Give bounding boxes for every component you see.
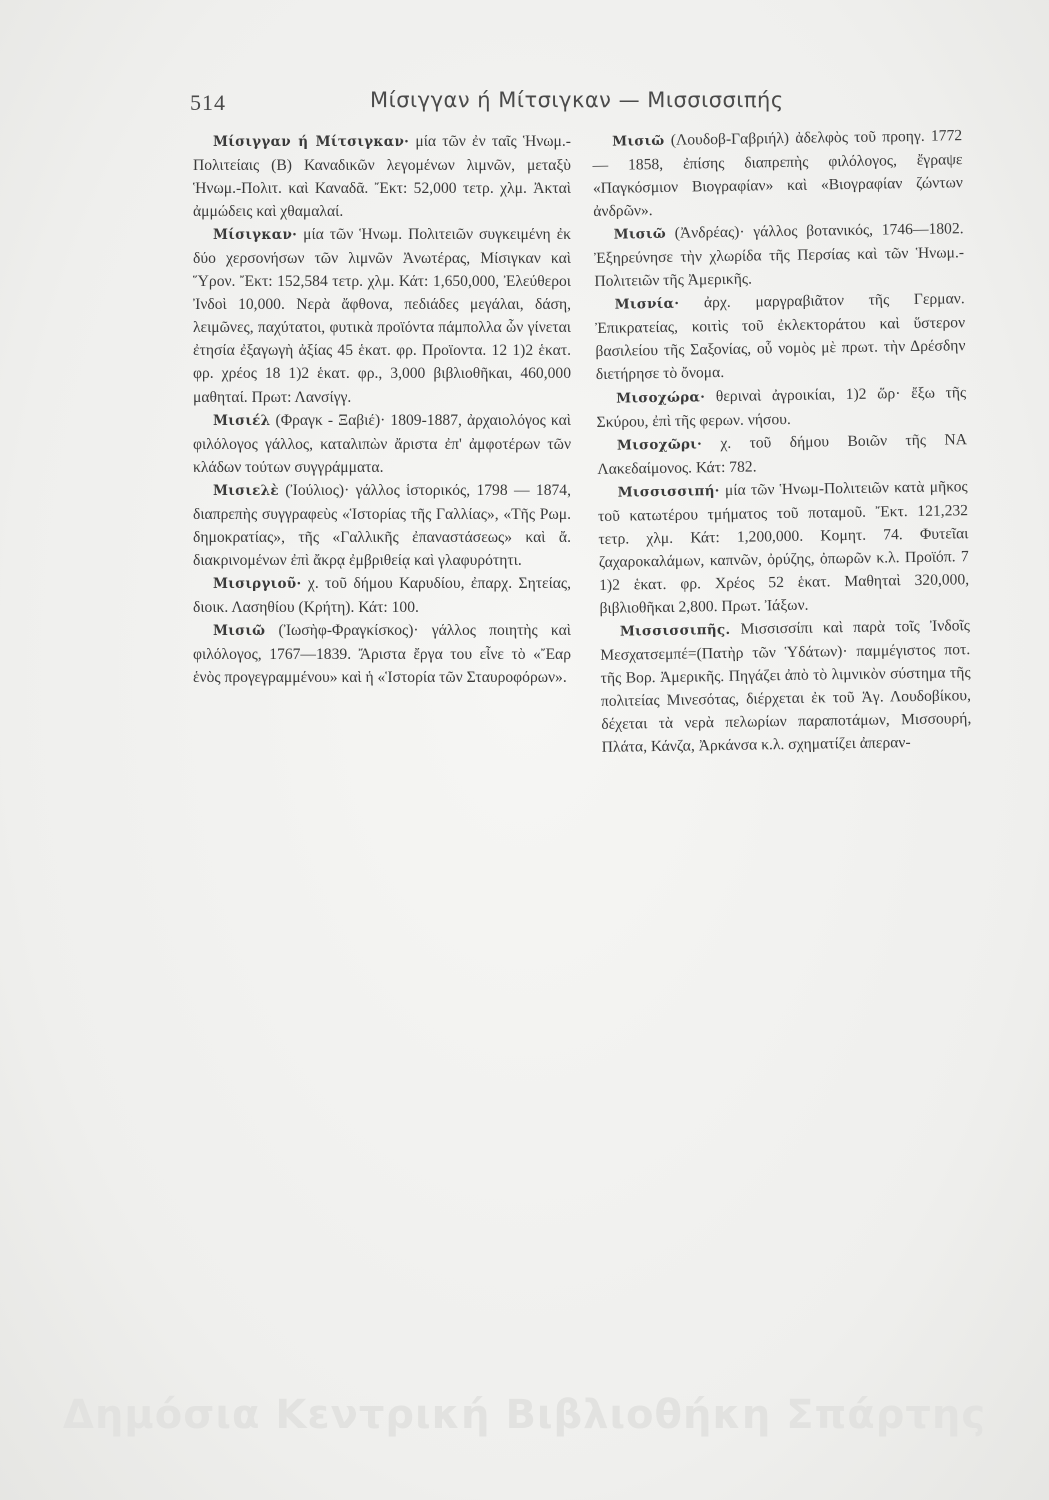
entry-text: (Ἰούλιος)· γάλλος ἱστορικός, 1798 — 1874, διαπρεπὴς συγγραφεὺς «Ἱστορίας τῆς Γαλλίας», «Τῆς Ρωμ. δημοκρατίας», τῆς «Γαλλικῆς ἐπαναστάσεως» καὶ ἄ. διακρινομένων ἐπὶ ἄκρᾳ ἐμβριθείᾳ καὶ γλαφυρότητι.: [193, 481, 571, 569]
library-watermark: Δημόσια Κεντρική Βιβλιοθήκη Σπάρτης: [62, 1392, 987, 1438]
dictionary-entry: [598, 475, 970, 620]
entry-headword: Μίσιγγαν ή Μίτσιγκαν·: [213, 134, 410, 150]
dictionary-entry: [600, 614, 972, 759]
entry-text: χ. τοῦ δήμου Βοιῶν τῆς ΝΑ Λακεδαίμονος. Κάτ: 782.: [597, 430, 968, 478]
right-column: [592, 124, 972, 759]
dictionary-entry: [193, 130, 571, 223]
entry-text: Μισσισσίπι καὶ παρὰ τοῖς Ἰνδοῖς Μεσχατσεμπέ=(Πατὴρ τῶν Ὑδάτων)· παμμέγιστος ποτ. τῆς Βορ. Ἀμερικῆς. Πηγάζει ἀπὸ τὸ λιμνικὸν σύστημα τῆς πολιτείας Μινεσότας, διέρχεται ἐκ τοῦ Ἁγ. Λουδοβίκου, δέχεται τὰ νερὰ πελωρίων παραποτάμων, Μισσουρή, Πλάτα, Κάνζα, Ἀρκάνσα κ.λ. σχηματίζει ἀπεραν-: [600, 617, 972, 757]
entry-headword: Μισιέλ: [213, 412, 271, 429]
entry-text: μία τῶν Ἡνωμ. Πολιτειῶν συγκειμένη ἐκ δύο χερσονήσων τῶν λιμνῶν Ἀνωτέρας, Μίσιγκαν καὶ Ὕρον. Ἔκτ: 152,584 τετρ. χλμ. Κάτ: 1,650,000, Ἐλεύθεροι Ἰνδοὶ 10,000. Νερὰ ἄφθονα, πεδιάδες μεγάλαι, δάση, λειμῶνες, παχύτατοι, φυτικὰ προϊόντα πάμπολλα ὧν γίνεται ἐτησία ἐξαγωγὴ ἀξίας 45 ἑκατ. φρ. Προϊοντα. 12 1)2 ἑκατ. φρ. χρέος 18 1)2 ἑκατ. φρ., 3,000 βιβλιοθῆκαι, 460,000 μαθηταί. Πρωτ: Λανσίγγ.: [193, 226, 571, 406]
entry-headword: Μισιελὲ: [213, 482, 279, 499]
page-header: [190, 88, 810, 124]
entry-text: μία τῶν ἐν ταῖς Ἡνωμ.-Πολιτείαις (Β) Καναδικῶν λεγομένων λιμνῶν, μεταξὺ Ἡνωμ.-Πολιτ. καὶ Καναδᾶ. Ἔκτ: 52,000 τετρ. χλμ. Ἀκταὶ ἀμμώδεις καὶ χθαμαλαί.: [193, 133, 571, 221]
entry-headword: Μίσιγκαν·: [213, 227, 298, 244]
running-head: Μίσιγγαν ή Μίτσιγκαν — Μισσισσιπής: [370, 88, 784, 112]
dictionary-entry: [193, 479, 571, 572]
dictionary-entry: [193, 223, 571, 408]
dictionary-entry: [193, 572, 571, 619]
entry-text: μία τῶν Ἡνωμ-Πολιτειῶν κατὰ μῆκος τοῦ κατωτέρου τμήματος τοῦ ποταμοῦ. Ἔκτ. 121,232 τετρ. χλμ. Κάτ: 1,200,000. Κομητ. 74. Φυτεῖαι ζαχαροκαλάμων, καπνῶν, ὀρύζης, ὀπωρῶν κ.λ. Προϊόπ. 7 1)2 ἑκατ. φρ. Χρέος 52 ἑκατ. Μαθηταὶ 320,000, βιβλιοθῆκαι 2,800. Πρωτ. Ἰάξων.: [597, 477, 970, 617]
entry-headword: Μισιῶ: [213, 622, 266, 639]
entry-text: (Ἰωσὴφ-Φραγκίσκος)· γάλλος ποιητὴς καὶ φιλόλογος, 1767—1839. Ἄριστα ἔργα του εἶνε τὸ «Ἔαρ ἑνὸς προγεγραμμένου» καὶ ἡ «Ἱστορία τῶν Σταυροφόρων».: [193, 621, 571, 687]
entry-text: θεριναὶ ἀγροικίαι, 1)2 ὥρ· ἔξω τῆς Σκύρου, ἐπὶ τῆς φερων. νήσου.: [596, 383, 967, 431]
entry-text: (Ἀνδρέας)· γάλλος βοτανικός, 1746—1802. Ἐξηρεύνησε τὴν χλωρίδα τῆς Περσίας καὶ τῶν Ἡνωμ.-Πολιτειῶν τῆς Ἀμερικῆς.: [593, 220, 965, 291]
entry-headword: Μισσισσιπή·: [617, 482, 720, 501]
dictionary-entry: [193, 619, 571, 689]
dictionary-entry: [597, 428, 968, 481]
page-number: 514: [190, 90, 226, 115]
entry-headword: Μισνία·: [614, 295, 680, 313]
entry-headword: Μισοχώρα·: [616, 388, 706, 407]
dictionary-entry: [193, 409, 571, 479]
entry-headword: Μισιργιοῦ·: [213, 575, 302, 592]
entry-text: χ. τοῦ δήμου Καρυδίου, ἐπαρχ. Σητείας, διοικ. Λασηθίου (Κρήτη). Κάτ: 100.: [193, 574, 572, 616]
left-column: [193, 130, 571, 689]
dictionary-entry: [596, 381, 967, 434]
dictionary-entry: [595, 287, 966, 386]
entry-headword: Μισιῶ: [612, 132, 665, 150]
dictionary-entry: [592, 124, 963, 223]
entry-text: ἀρχ. μαργραβιᾶτον τῆς Γερμαν. Ἐπικρατείας, κοιτὶς τοῦ ἐκλεκτοράτου καὶ ὕστερον βασιλείου τῆς Σαξονίας, οὗ νομὸς μὲ πρωτ. τὴν Δρέσδην διετήρησε τὸ ὄνομα.: [594, 290, 966, 384]
entry-text: (Λουδοβ-Γαβριήλ) ἀδελφὸς τοῦ προηγ. 1772 — 1858, ἐπίσης διαπρεπὴς φιλόλογος, ἔγραψε «Παγκόσμιον Βιογραφίαν» καὶ «Βιογραφίαν ζώντων ἀνδρῶν».: [592, 127, 964, 221]
entry-text: (Φραγκ - Ξαβιέ)· 1809-1887, ἀρχαιολόγος καὶ φιλόλογος γάλλος, καταλιπὼν ἄριστα ἐπ' ἀμφοτέρων τῶν κλάδων τούτων συγγράμματα.: [193, 411, 571, 476]
entry-headword: Μισιῶ: [613, 226, 667, 243]
entry-headword: Μισσισσιπῆς.: [619, 621, 731, 640]
dictionary-entry: [593, 217, 964, 293]
entry-headword: Μισοχῶρι·: [616, 435, 703, 454]
